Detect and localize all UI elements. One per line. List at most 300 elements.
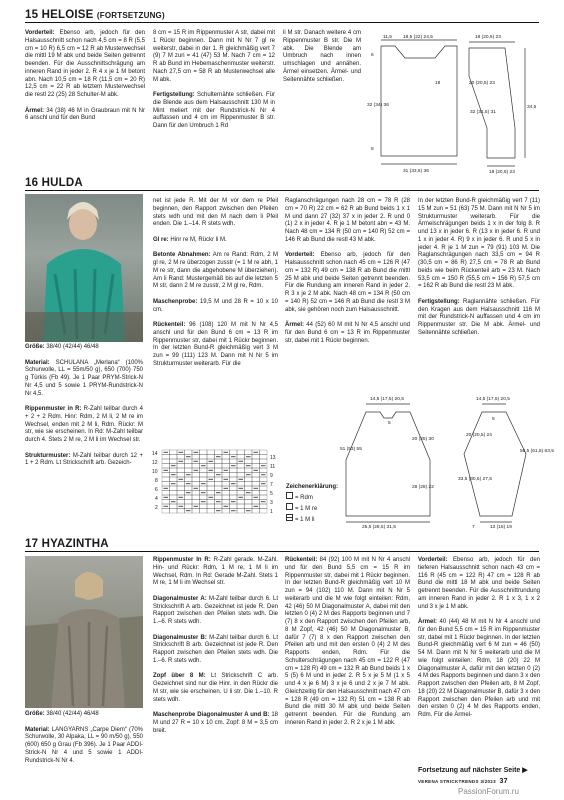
continue-text: Fortsetzung auf nächster Seite [418,767,521,774]
chart-cell [230,468,238,473]
paragraph-text: 19,5 M und 28 R = 10 x 10 cm. [153,298,278,313]
section-16-col3 [285,198,410,388]
paragraph [418,557,540,611]
chart-cell [215,482,223,487]
knitting-chart [152,446,280,516]
paragraph-lead: Fertigstellung: [153,92,195,98]
chart-cell [222,495,230,500]
chart-cell [230,495,238,500]
dim-label: 14,5 (17,5) 20,5 [476,397,510,402]
magazine-footer [418,778,508,785]
paragraph-lead: Gl re: [153,236,169,243]
chart-cell [252,464,260,469]
paragraph-text: 84 (92) 100 M mit N Nr 4 anschl und für den Bund 5,5 cm = 15 R im Rippenmuster str, dabei mit 1 Rückr beginnen. In der letzten Bund-R gleichmäßig vert 10 M zun = 94 (102) 110 M. Dann mit N Nr 5 weiterarb und die M wie folgt einteilen: Rdm, 42 (46) 50 M Diagonalmuster A, dabei mit den letzten 0 (4) 2 M des Rapports beginnen und 7 (7) 8 x den Rapport zwischen den Pfeilen arb, 8 M Zopf, 42 (46) 50 M Diagonalmuster B, dafür 7 (7) 8 x den Rapport zwischen den Pfeilen arb und mit den ersten 0 (4) 2 M des Rapports enden, Rdm. Für die Schulterschrägungen nach 45 cm = 122 R (47 cm = 128 R) 49 cm = 132 R ab Bund beids 1 x 5 (5) 6 M und in jeder 2. R 5 x je 5 M (1 x 5 und 4 x je 6 M) 3 x je 6 und 2 x je 7 M abk. Gleichzeitig für den Halsausschnitt nach 47 cm = 128 R (49 cm = 132 R) 51 cm = 138 R ab Bund die mittl 30 M abk und beide Seiten getrennt beenden. Für die Rundung am inneren Rand in jeder 2. R 2 x je 1 M abk. [285,557,410,726]
watermark: PassionForum.ru [458,787,519,796]
chart-cell [162,500,170,505]
chart-cell [252,500,260,505]
chart-cell [237,464,245,469]
chart-cell [185,468,193,473]
dim-label: 18 (20,5) 23 [475,35,501,40]
chart-cell [192,491,200,496]
paragraph [285,198,410,245]
paragraph [25,344,143,352]
chart-cell [252,477,260,482]
chart-cell [260,495,268,500]
chart-cell [222,459,230,464]
chart-cell [207,500,215,505]
paragraph-text: M-Zahl teilbar durch 6. Lt Strickschrift A arb. Gezeichnet ist jede R. Den Rapport zwischen den Pfeilen stets wdh. Die 1.–6. R stets wdh. [153,595,278,625]
chart-cell [230,473,238,478]
paragraph-text: Hinr re M, Rückr li M. [168,236,227,243]
chart-cell [215,504,223,509]
dim-label: 33,5 (30,5) 27,5 [458,477,492,482]
paragraph [153,557,278,588]
chart-cell [230,459,238,464]
section-title: HYAZINTHA [41,538,109,550]
paragraph-lead: Strukturmuster: [25,452,71,459]
paragraph-lead: Fertigstellung: [418,298,460,305]
chart-cell [252,491,260,496]
section-15-col1 [25,30,145,170]
chart-cell [260,504,268,509]
chart-cell [207,486,215,491]
paragraph-text: Schulternähte schließen. Für die Blende aus dem Halsausschnitt 130 M in Mint meliert mit der Rundstrick-N Nr 4 auffassen und 4 cm im Rippenmuster B str. Dann für den Umbruch 1 Rd [153,92,275,129]
dim-label: 20 (20,5) 23 [469,81,495,86]
chart-cell [192,477,200,482]
chart-cell [237,504,245,509]
chart-cell [222,455,230,460]
chart-cell [192,455,200,460]
chart-row-label: 6 [155,487,158,493]
chart-cell [245,450,253,455]
paragraph-text: li M str. Danach weitere 4 cm Rippenmuster B str. Die M abk. Die Blende am Umbruch nach innen umschlagen und annähen. Ärmel einsetzen. Ärmel- und Seitennähte schließen. [283,30,361,83]
paragraph-text: Ebenso arb, jedoch für den Halsausschnitt schon nach 4,5 cm = 8 R (5,5 cm = 10 R) 6,5 cm = 12 R ab Musterwechsel die mittl 19 M abk und beide Seiten getrennt beenden. Für die Ausschnittschrägung am inneren Rand in jeder 2. R 4 x je 1 M betont abn. Nach 10,5 cm = 18 R (11,5 cm = 20 R) 12,5 cm = 22 R ab letztem Musterwechsel die restl 22 (25) 28 Schulter-M abk. [25,30,145,98]
dim-label: 20 (25) 30 [412,437,434,442]
section-15-heading [25,9,165,21]
chart-cell [260,477,268,482]
paragraph-text: 38/40 (42/44) 46/48 [44,711,99,717]
chart-cell [215,477,223,482]
paragraph-text: LANGYARNS „Carpe Diem“ (70% Schurwolle, 30 Alpaka, LL = 90 m/50 g), 550 (600) 650 g Grau (Fb 396). Je 1 Paar ADDI-Strick-N Nr 4 und 5 sowie 1 ADDI-Rundstrick-N Nr 4. [25,726,143,764]
section-16-col2 [153,198,278,438]
paragraph-text: M-Zahl teilbar durch 6. Lt Strickschrift B arb. Gezeichnet ist jede R. Den Rapport zwischen den Pfeilen stets wdh. Die 1.–6. R stets wdh. [153,634,278,664]
section-15-col2 [153,30,275,170]
paragraph-text: Raglannähte schließen. Für den Kragen aus dem Halsausschnitt 116 M mit der Rundstrick-N auffassen und 4 cm im Rippenmuster str. Die M abk. Ärmel- und Seitennähte schließen. [418,298,540,336]
chart-cell [245,477,253,482]
chart-cell [162,464,170,469]
chart-cell [162,455,170,460]
body-piece-outline [346,412,430,516]
paragraph-text: 96 (108) 120 M mit N Nr 4,5 anschl und für den Bund 6 cm = 13 R im Rippenmuster str, dabei mit 1 Rückr beginnen. In der letzten Bund-R gleichmäßig vert 3 M zun = 99 (111) 123 M. Dann mit N Nr 5 im Strukturmuster weiterarb. Für die [153,322,278,367]
section-16-heading [25,177,83,189]
purl-stitch-icon [286,514,293,521]
chart-cell [252,473,260,478]
dim-label: 5 [388,421,391,426]
chart-cell [245,486,253,491]
paragraph-lead: Vorderteil: [418,557,448,563]
paragraph [25,406,143,445]
section-divider [25,22,539,23]
paragraph [153,92,275,131]
chart-cell [162,477,170,482]
chart-cell [222,482,230,487]
chart-cell [260,509,268,514]
edge-stitch-icon [286,492,293,499]
paragraph-text: 18 M und 27 R = 10 x 10 cm. Zopf: 8 M = 3,5 cm breit. [153,712,278,734]
chart-cell [207,509,215,514]
paragraph-text: 40 (44) 48 M mit N Nr 4 anschl und für den Bund 5,5 cm = 15 R im Rippenmuster str, dabei mit 1 Rückr beginnen. In der letzten Bund-R gleichmäßig vert 6 M zun = 46 (50) 54 M. Dann mit N Nr 5 weiterarb und die M wie folgt einteilen: Rdm, 18 (20) 22 M Diagonalmuster A, dafür mit den letzten 0 (2) 4 M des Rapports beginnen und dann 3 x den Rapport zwischen den Pfeilen arb, 8 M Zopf, 18 (20) 22 M Diagonalmuster B, dafür 3 x den Rapport zwischen den Pfeilen arb und mit den ersten 0 (2) 4 M des Rapports enden, Rdm. Für die Ärmel- [418,619,540,718]
chart-cell [185,450,193,455]
chart-cell [185,486,193,491]
chart-cell [237,491,245,496]
chart-cell [177,486,185,491]
chart-cell [185,464,193,469]
chart-row-label: 4 [155,496,158,502]
sleeve-outline [464,412,526,516]
chart-cell [252,482,260,487]
dim-label: 34,5 [527,105,537,110]
chart-row-label: 13 [270,455,276,461]
chart-cell [207,491,215,496]
paragraph [153,673,278,704]
chart-cell [192,473,200,478]
continue-note [418,766,528,774]
section-15-col3 [283,30,361,170]
paragraph-text: R-Zahl gerade. M-Zahl. Hin- und Rückr: Rdm, 1 M re, 1 M li im Wechsel, Rdm. In Rd: Gerade M-Zahl. Stets 1 M re, 1 M li im Wechsel str. [153,557,278,587]
chart-cell [230,486,238,491]
chart-cell [200,468,208,473]
chart-cell [215,468,223,473]
paragraph-lead: Größe: [25,344,45,350]
section-subtitle: (FORTSETZUNG) [96,11,165,20]
chart-cell [192,509,200,514]
dim-label: 18,5 (22) 24,5 [403,35,433,40]
paragraph-text: 38/40 (42/44) 46/48 [44,344,99,350]
paragraph-text: R-Zahl teilbar durch 4 + 2 + 2 Rdm. Hinr: Rdm, 2 M li, 2 M re im Wechsel, enden mit 2 M li, Rdm. Rückr: M str, wie sie erscheinen. In Rd: M-Zahl teilbar durch 4. Stets 2 M re, 2 M li im Wechsel str. [25,406,143,443]
paragraph [25,30,145,100]
chart-row-label: 3 [270,500,273,506]
chart-cell [192,482,200,487]
chart-cell [200,455,208,460]
paragraph-lead: Rippenmuster in R: [25,406,82,412]
chart-cell [200,477,208,482]
section-title: HULDA [41,177,83,189]
section-16-left [25,344,143,534]
paragraph [285,252,410,314]
paragraph [25,727,143,766]
chart-cell [215,486,223,491]
chart-cell [222,500,230,505]
chart-cell [252,455,260,460]
chart-legend [286,483,338,525]
chart-cell [230,450,238,455]
hyazintha-photo [25,556,143,708]
paragraph [418,299,540,338]
chart-cell [192,464,200,469]
dim-label: 20 (20,5) 24 [466,433,492,438]
paragraph-text: net ist jede R. Mit der M vor dem re Pfeil beginnen, den Rapport zwischen den Pfeilen stets wdh und mit den M nach dem li Pfeil enden. Die 1.–14. R stets wdh. [153,198,278,228]
chart-row-label: 11 [270,464,276,470]
section-15-schematic [365,28,540,173]
section-number: 15 [25,9,39,21]
section-number: 16 [25,177,39,189]
paragraph [153,596,278,627]
paragraph-text: Am re Rand: Rdm, 2 M gl re, 2 M re überzogen zusstr (= 1 M re abh, 1 M re str, dann die abgehobene M überziehen). Am li Rand: Mustergemäß bis auf die letzten 5 M str, dann 2 M re zusstr, 2 M gl re, Rdm. [153,252,279,290]
section-divider [25,190,539,191]
paragraph-text: Ebenso arb, jedoch für den tieferen Halsausschnitt schon nach 43 cm = 116 R (45 cm = 122 R) 47 cm = 128 R ab Bund die mittl 18 M abk und beide Seiten getrennt beenden. Für die Ausschnittrundung am inneren Rand in jeder 2. R 1 x 3, 1 x 2 und 3 x je 1 M abk. [418,557,540,610]
paragraph-text: Lt Strickschrift C arb. Gezeichnet sind nur die Hinr. in den Rückr die M str, wie sie erscheinen. U li str. Die 1.–10. R stets wdh. [153,673,278,703]
chart-cell [177,500,185,505]
paragraph [418,198,540,291]
paragraph-lead: Diagonalmuster A: [153,595,207,602]
chart-cell [245,500,253,505]
section-17-left [25,711,143,786]
paragraph [153,322,278,369]
knit-stitch-icon [286,503,293,510]
dim-label: 31 (33,5) 36 [403,169,429,174]
section-17-col2 [153,557,278,772]
chart-cell [177,468,185,473]
chart-cell [162,459,170,464]
paragraph-text: M-Zahl teilbar durch 12 + 1 + 2 Rdm. Lt Strickschrift arb. Gezeich- [25,452,143,467]
paragraph [153,299,278,315]
dim-label: 8 [371,147,374,152]
paragraph [153,252,278,291]
paragraph-lead: Vorderteil: [285,252,315,259]
paragraph-text: 44 (52) 60 M mit N Nr 4,5 anschl und für den Bund 6 cm = 13 R im Rippenmuster str, dabei mit 1 Rückr beginnen. [285,322,410,344]
paragraph-lead: Maschenprobe: [153,298,198,305]
dim-label: 7 [472,525,475,530]
chart-cell [260,450,268,455]
chart-row-label: 8 [155,478,158,484]
chart-cell [170,450,178,455]
chart-cell [215,450,223,455]
paragraph-lead: Betonte Abnahmen: [153,252,211,259]
section-divider [25,551,539,552]
section-title: HELOISE [41,9,94,21]
chart-cell [222,473,230,478]
chart-row-label: 2 [155,505,158,511]
chart-cell [185,495,193,500]
paragraph [153,30,275,84]
chart-cell [215,459,223,464]
chart-cell [185,477,193,482]
chart-cell [162,473,170,478]
chart-cell [170,504,178,509]
chart-cell [245,482,253,487]
paragraph [25,108,145,124]
chart-cell [245,504,253,509]
chart-cell [252,459,260,464]
paragraph [418,619,540,720]
chart-row-label: 12 [152,460,158,466]
chart-cell [185,500,193,505]
paragraph-lead: Diagonalmuster B: [153,634,207,641]
chart-cell [177,473,185,478]
legend-title: Zeichenerklärung: [286,484,339,490]
paragraph-lead: Ärmel: [418,619,438,625]
dim-label: 51 (53) 55 [340,447,362,452]
chart-cell [170,486,178,491]
paragraph-text: 34 (38) 46 M in Graubraun mit N Nr 6 anschl und für den Bund [25,107,145,122]
legend-item: = Rdm [286,492,338,503]
chart-cell [245,468,253,473]
chart-cell [170,459,178,464]
paragraph [153,712,278,735]
chart-cell [237,500,245,505]
dim-label: 6 [371,53,374,58]
paragraph-lead: Rückenteil: [285,557,318,563]
chart-cell [222,491,230,496]
dim-label: 28 (28) 22 [412,485,434,490]
chart-cell [200,504,208,509]
paragraph-lead: Ärmel: [25,107,45,114]
chart-cell [207,455,215,460]
chart-cell [222,509,230,514]
chart-cell [245,459,253,464]
paragraph-lead: Ärmel: [285,322,305,328]
chart-cell [237,473,245,478]
chart-cell [185,459,193,464]
paragraph-text: 8 cm = 15 R im Rippenmuster A str, dabei mit 1 Rückr beginnen. Dann mit N Nr 7 gl re weiterstr, dabei in der 1. R gleichmäßig vert 7 (9) 7 M zun = 41 (47) 53 M. Nach 7 cm = 12 R ab Bund im Hebemaschenmuster weiterstr. Nach 27,5 cm = 58 R ab Musterwechsel alle M abk. [153,30,275,83]
chart-cell [177,491,185,496]
hulda-photo [25,194,143,342]
chart-cell [192,495,200,500]
chart-cell [170,455,178,460]
chart-cell [170,477,178,482]
paragraph-lead: Vorderteil: [25,30,55,36]
paragraph-lead: Zopf über 8 M: [153,673,206,680]
section-17-col4 [418,557,540,765]
dim-label: 32 (34) 36 [367,103,389,108]
paragraph [285,557,410,728]
legend-item: = 1 M re [286,503,338,514]
paragraph-text: Raglanschrägungen nach 28 cm = 78 R (28 cm = 70 R) 22 cm = 62 R ab Bund beids 1 x 1 M und dann 27 (32) 37 x in jeder 2. R und 0 (1) 2 x in jeder 4. R je 1 M betont abn = 43 M. Nach 48 cm = 134 R (50 cm = 140 R) 52 cm = 146 R ab Bund die restl 43 M abk. [285,198,410,243]
section-17-heading [25,538,109,550]
chart-row-label: 5 [270,491,273,497]
chart-cell [245,495,253,500]
magazine-name: VERENA STRICKTRENDS 3/2023 [418,779,496,784]
chart-cell [200,509,208,514]
chart-cell [260,455,268,460]
chart-cell [230,491,238,496]
chart-cell [162,482,170,487]
paragraph [153,198,278,229]
chart-cell [200,450,208,455]
chart-cell [260,491,268,496]
chart-cell [260,486,268,491]
paragraph-lead: Material: [25,726,50,733]
chart-cell [237,450,245,455]
sleeve-outline [469,48,515,158]
chart-cell [162,491,170,496]
chart-cell [207,464,215,469]
chart-cell [237,455,245,460]
chart-cell [177,482,185,487]
section-number: 17 [25,538,39,550]
chart-cell [170,491,178,496]
paragraph-lead: Material: [25,359,50,366]
chart-cell [177,464,185,469]
chart-row-label: 1 [270,509,273,515]
chart-cell [200,459,208,464]
chart-cell [170,509,178,514]
chart-cell [237,468,245,473]
paragraph-lead: Rippenmuster In R: [153,557,211,563]
paragraph [283,30,361,84]
chart-cell [237,482,245,487]
chart-cell [260,459,268,464]
chart-cell [230,477,238,482]
paragraph-lead: Maschenprobe Diagonalmuster A und B: [153,712,270,718]
dim-label: 11,5 [383,35,392,40]
chart-cell [170,468,178,473]
section-17-col3 [285,557,410,772]
paragraph [153,237,278,245]
chart-cell [260,468,268,473]
chart-cell [207,482,215,487]
chart-row-label: 9 [270,473,273,479]
chart-cell [207,473,215,478]
section-16-col4 [418,198,540,383]
chart-cell [237,509,245,514]
dim-label: 5 [492,417,495,422]
paragraph [25,711,143,719]
paragraph-text: In der letzten Bund-R gleichmäßig vert 7 (11) 15 M zun = 51 (63) 75 M. Dann mit N Nr 5 im Strukturmuster weiterarb. Für die Ärmelschrägungen beids 1 x in der folg 8. R und 13 x in jeder 6. R (13 x in jeder 6. R und 1 x in jeder 4. R) 9 x in jeder 6. R und 5 x in jeder 4. R je 1 M zun = 79 (91) 103 M. Die Raglanschrägungen nach 33,5 cm = 94 R (30,5 cm = 86 R) 27,5 cm = 78 R ab Bund beids wie beim Rückenteil arb = 23 M. Nach 53,5 cm = 150 R (55,5 cm = 156 R) 57,5 cm = 162 R ab Bund die restl 23 M abk. [418,198,540,290]
chart-cell [222,464,230,469]
chart-row-label: 7 [270,482,273,488]
chart-cell [185,504,193,509]
chart-cell [170,495,178,500]
paragraph-text: SCHULANA „Merlana“ (100% Schurwolle, LL = 55m/50 g), 650 (700) 750 g Türkis (Fb 49). Je 1 Paar PRYM-Strick-N Nr 4,5 und 5 sowie 1 PRYM-Rundstrick-N Nr 4,5. [25,359,143,397]
chart-cell [215,464,223,469]
chart-cell [200,473,208,478]
chart-cell [192,500,200,505]
dim-label: 32 (31,5) 31 [470,110,496,115]
dim-label: 25,5 (28,5) 31,5 [362,525,396,530]
chart-cell [177,455,185,460]
legend-item: = 1 M li [286,514,338,525]
paragraph-lead: Rückenteil: [153,322,186,328]
dim-label: 18 (20,5) 23 [489,170,515,175]
paragraph-text: Ebenso arb, jedoch für den Halsausschnitt schon nach 45 cm = 126 R (47 cm = 132 R) 49 cm = 138 R ab Bund die mittl 25 M abk und beide Seiten getrennt beenden. Für die Rundung am inneren Rand in jeder 2. R 3 x je 2 M abk. Nach 48 cm = 134 R (50 cm = 140 R) 52 cm = 146 R ab Bund die restl 3 M abk, sie gehören noch zum Halsausschnitt. [285,252,410,313]
section-16-schematic [340,388,554,530]
chart-cell [207,504,215,509]
chart-cell [215,495,223,500]
chart-cell [230,504,238,509]
chart-row-label: 14 [152,451,158,457]
front-piece-outline [381,46,457,156]
paragraph [285,322,410,345]
dim-label: 13 (16) 19 [490,525,512,530]
chart-cell [207,450,215,455]
arrow-right-icon: ▶ [522,767,528,774]
chart-row-label: 10 [152,469,158,475]
dim-label: 14,5 (17,5) 20,5 [370,397,404,402]
paragraph [25,453,143,469]
page-number: 37 [499,778,508,785]
chart-cell [200,486,208,491]
dim-label: 18 [435,81,441,86]
chart-cell [252,509,260,514]
chart-cell [162,509,170,514]
chart-cell [200,495,208,500]
dim-label: 56,5 (61,5) 63,5 [520,449,554,454]
paragraph [153,635,278,666]
paragraph-lead: Größe: [25,711,45,717]
chart-cell [177,509,185,514]
paragraph [25,360,143,399]
